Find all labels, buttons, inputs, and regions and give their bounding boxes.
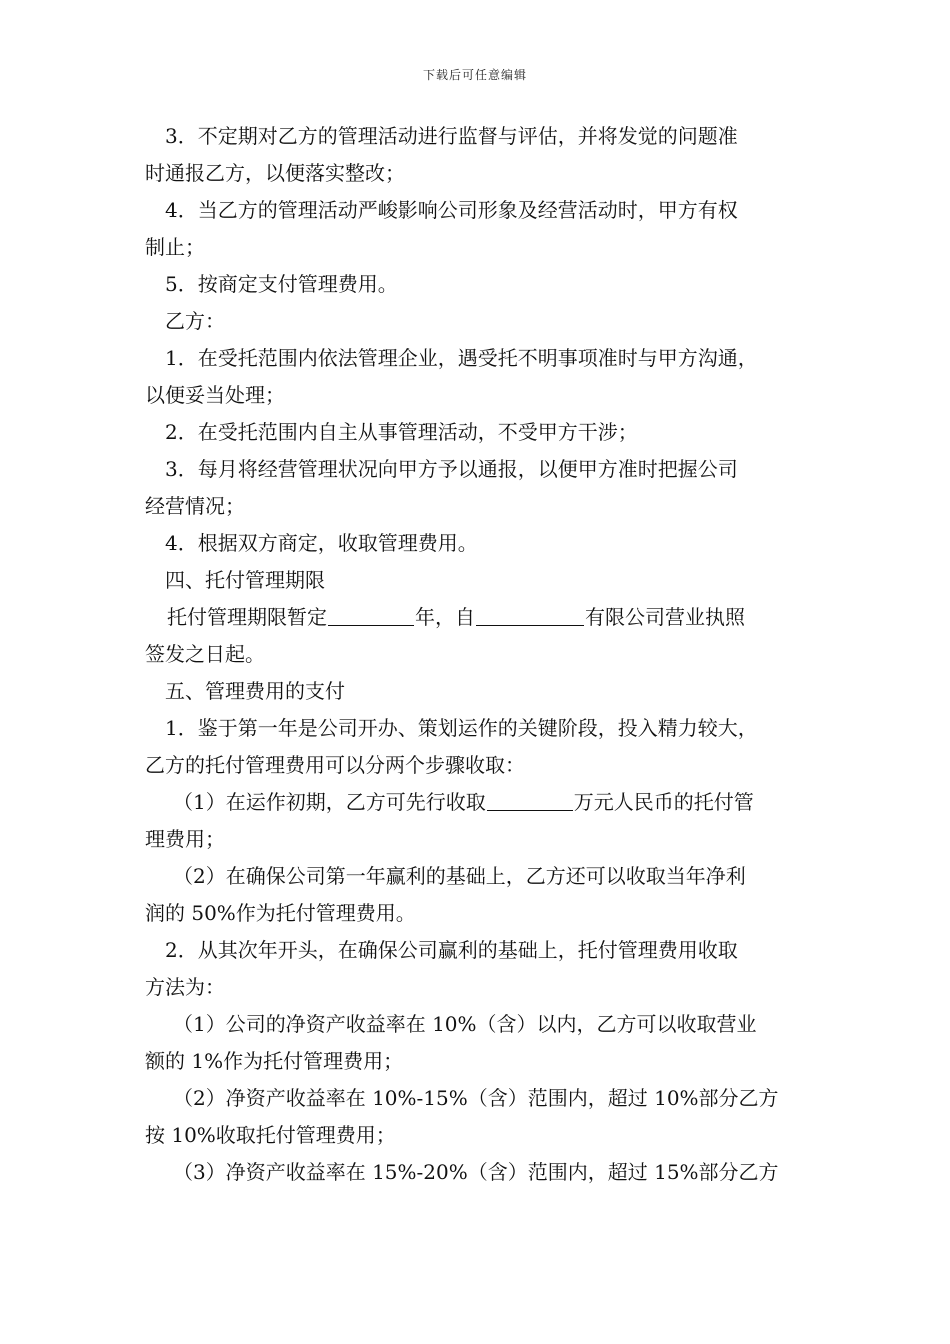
paragraph-line: 理费用；: [145, 827, 225, 851]
paragraph-line: 4．根据双方商定，收取管理费用。: [165, 531, 478, 555]
paragraph-line: 制止；: [145, 235, 205, 259]
line-text: （1）在运作初期，乙方可先行收取: [173, 790, 486, 814]
paragraph-line: 按 10%收取托付管理费用；: [145, 1123, 396, 1147]
paragraph-line: 3．不定期对乙方的管理活动进行监督与评估，并将发觉的问题准: [165, 124, 738, 148]
fill-in-blank: [487, 784, 573, 811]
line-text: 万元人民币的托付管: [573, 790, 754, 814]
page-header: 下载后可任意编辑: [422, 68, 527, 82]
section-heading: 四、托付管理期限: [165, 568, 325, 592]
line-text: 年，自: [415, 605, 475, 629]
paragraph-line: [145, 599, 825, 636]
paragraph-line: 签发之日起。: [145, 642, 265, 666]
paragraph-line: 时通报乙方，以便落实整改；: [145, 161, 405, 185]
paragraph-line: （3）净资产收益率在 15%-20%（含）范围内，超过 15%部分乙方: [173, 1160, 779, 1184]
paragraph-line: （2）在确保公司第一年赢利的基础上，乙方还可以收取当年净利: [173, 864, 746, 888]
fill-in-blank: [328, 599, 414, 626]
paragraph-line: 1．在受托范围内依法管理企业，遇受托不明事项准时与甲方沟通，: [165, 346, 758, 370]
paragraph-line: 经营情况；: [145, 494, 245, 518]
paragraph-line: 3．每月将经营管理状况向甲方予以通报，以便甲方准时把握公司: [165, 457, 738, 481]
section-label: 乙方：: [165, 309, 225, 333]
section-heading: 五、管理费用的支付: [165, 679, 345, 703]
paragraph-line: 2．在受托范围内自主从事管理活动，不受甲方干涉；: [165, 420, 638, 444]
fill-in-blank: [476, 599, 584, 626]
paragraph-line: （2）净资产收益率在 10%-15%（含）范围内，超过 10%部分乙方: [173, 1086, 779, 1110]
paragraph-line: 4．当乙方的管理活动严峻影响公司形象及经营活动时，甲方有权: [165, 198, 738, 222]
paragraph-line: 额的 1%作为托付管理费用；: [145, 1049, 404, 1073]
paragraph-line: 乙方的托付管理费用可以分两个步骤收取：: [145, 753, 525, 777]
paragraph-line: 润的 50%作为托付管理费用。: [145, 901, 416, 925]
paragraph-line: 2．从其次年开头，在确保公司赢利的基础上，托付管理费用收取: [165, 938, 738, 962]
paragraph-line: [145, 784, 825, 821]
document-body: [145, 118, 825, 1191]
paragraph-line: 5．按商定支付管理费用。: [165, 272, 398, 296]
paragraph-line: 1．鉴于第一年是公司开办、策划运作的关键阶段，投入精力较大，: [165, 716, 758, 740]
line-text: 托付管理期限暂定: [167, 605, 327, 629]
paragraph-line: 以便妥当处理；: [145, 383, 285, 407]
line-text: 有限公司营业执照: [585, 605, 745, 629]
paragraph-line: 方法为：: [145, 975, 225, 999]
paragraph-line: （1）公司的净资产收益率在 10%（含）以内，乙方可以收取营业: [173, 1012, 757, 1036]
